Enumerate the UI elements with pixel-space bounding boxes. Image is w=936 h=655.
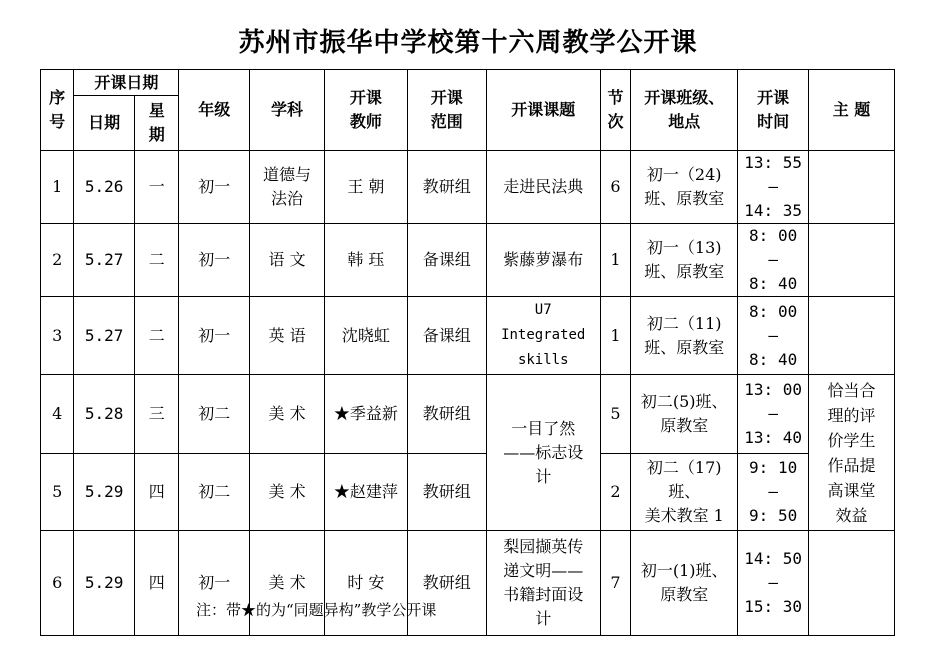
table-row bbox=[41, 224, 895, 297]
cell-scope: 教研组 bbox=[407, 531, 486, 636]
cell-weekday: 四 bbox=[134, 454, 178, 531]
header-subject: 学科 bbox=[250, 70, 325, 151]
cell-subject: 美 术 bbox=[250, 375, 325, 454]
cell-scope: 教研组 bbox=[407, 151, 486, 224]
cell-date: 5.28 bbox=[74, 375, 135, 454]
cell-grade: 初一 bbox=[179, 224, 250, 297]
cell-date: 5.27 bbox=[74, 224, 135, 297]
cell-theme-empty bbox=[809, 531, 895, 636]
cell-grade: 初一 bbox=[179, 151, 250, 224]
cell-class-location: 初二（11) 班、原教室 bbox=[631, 297, 738, 375]
cell-time: 8: 00 – 8: 40 bbox=[738, 297, 809, 375]
cell-scope: 备课组 bbox=[407, 297, 486, 375]
cell-subject: 英 语 bbox=[250, 297, 325, 375]
header-teacher: 开课 教师 bbox=[324, 70, 407, 151]
cell-seq: 1 bbox=[41, 151, 74, 224]
cell-grade: 初二 bbox=[179, 454, 250, 531]
schedule-table bbox=[40, 69, 895, 636]
cell-period: 1 bbox=[600, 297, 630, 375]
cell-theme-merged: 恰当合 理的评 价学生 作品提 高课堂 效益 bbox=[809, 375, 895, 531]
cell-topic: 梨园撷英传 递文明—— 书籍封面设 计 bbox=[486, 531, 600, 636]
cell-scope: 教研组 bbox=[407, 375, 486, 454]
cell-teacher: 沈晓虹 bbox=[324, 297, 407, 375]
cell-time: 9: 10 – 9: 50 bbox=[738, 454, 809, 531]
header-weekday: 星 期 bbox=[134, 96, 178, 151]
cell-time: 13: 00 – 13: 40 bbox=[738, 375, 809, 454]
table-row bbox=[41, 531, 895, 636]
cell-weekday: 二 bbox=[134, 297, 178, 375]
cell-weekday: 一 bbox=[134, 151, 178, 224]
header-class-location: 开课班级、 地点 bbox=[631, 70, 738, 151]
cell-class-location: 初一（13) 班、原教室 bbox=[631, 224, 738, 297]
cell-theme-empty bbox=[809, 151, 895, 224]
cell-seq: 2 bbox=[41, 224, 74, 297]
cell-weekday: 三 bbox=[134, 375, 178, 454]
cell-teacher: 时 安 bbox=[324, 531, 407, 636]
cell-teacher: ★赵建萍 bbox=[324, 454, 407, 531]
cell-topic: 走进民法典 bbox=[486, 151, 600, 224]
header-grade: 年级 bbox=[179, 70, 250, 151]
table-row bbox=[41, 375, 895, 454]
cell-class-location: 初二（17)班、 美术教室 1 bbox=[631, 454, 738, 531]
cell-period: 7 bbox=[600, 531, 630, 636]
table-row bbox=[41, 151, 895, 224]
cell-period: 5 bbox=[600, 375, 630, 454]
header-period: 节 次 bbox=[600, 70, 630, 151]
header-theme: 主 题 bbox=[809, 70, 895, 151]
cell-period: 2 bbox=[600, 454, 630, 531]
cell-weekday: 二 bbox=[134, 224, 178, 297]
cell-class-location: 初一(1)班、 原教室 bbox=[631, 531, 738, 636]
cell-grade: 初一 bbox=[179, 297, 250, 375]
cell-theme-empty bbox=[809, 224, 895, 297]
cell-weekday: 四 bbox=[134, 531, 178, 636]
cell-topic: 紫藤萝瀑布 bbox=[486, 224, 600, 297]
cell-date: 5.29 bbox=[74, 531, 135, 636]
cell-subject: 道德与 法治 bbox=[250, 151, 325, 224]
header-date: 日期 bbox=[74, 96, 135, 151]
cell-grade: 初二 bbox=[179, 375, 250, 454]
table-row bbox=[41, 297, 895, 375]
footnote: 注：带★的为“同题异构”教学公开课 bbox=[196, 601, 437, 619]
cell-time: 13: 55 – 14: 35 bbox=[738, 151, 809, 224]
cell-period: 6 bbox=[600, 151, 630, 224]
cell-theme-empty bbox=[809, 297, 895, 375]
cell-subject: 美 术 bbox=[250, 454, 325, 531]
cell-time: 8: 00 – 8: 40 bbox=[738, 224, 809, 297]
cell-time: 14: 50 – 15: 30 bbox=[738, 531, 809, 636]
cell-teacher: 王 朝 bbox=[324, 151, 407, 224]
page-title: 苏州市振华中学校第十六周教学公开课 bbox=[238, 28, 698, 58]
cell-seq: 6 bbox=[41, 531, 74, 636]
cell-class-location: 初二(5)班、 原教室 bbox=[631, 375, 738, 454]
header-time: 开课 时间 bbox=[738, 70, 809, 151]
header-seq: 序 号 bbox=[41, 70, 74, 151]
cell-seq: 4 bbox=[41, 375, 74, 454]
header-topic: 开课课题 bbox=[486, 70, 600, 151]
cell-teacher: ★季益新 bbox=[324, 375, 407, 454]
cell-scope: 备课组 bbox=[407, 224, 486, 297]
cell-subject: 美 术 bbox=[250, 531, 325, 636]
cell-date: 5.26 bbox=[74, 151, 135, 224]
cell-period: 1 bbox=[600, 224, 630, 297]
header-scope: 开课 范围 bbox=[407, 70, 486, 151]
cell-grade: 初一 bbox=[179, 531, 250, 636]
cell-teacher: 韩 珏 bbox=[324, 224, 407, 297]
cell-date: 5.27 bbox=[74, 297, 135, 375]
cell-topic: U7 Integrated skills bbox=[486, 297, 600, 375]
cell-class-location: 初一（24) 班、原教室 bbox=[631, 151, 738, 224]
cell-topic-merged: 一目了然 ——标志设 计 bbox=[486, 375, 600, 531]
table-row bbox=[41, 454, 895, 531]
cell-seq: 5 bbox=[41, 454, 74, 531]
cell-subject: 语 文 bbox=[250, 224, 325, 297]
header-row-1 bbox=[41, 70, 895, 96]
cell-scope: 教研组 bbox=[407, 454, 486, 531]
cell-date: 5.29 bbox=[74, 454, 135, 531]
header-date-group: 开课日期 bbox=[74, 70, 179, 96]
cell-seq: 3 bbox=[41, 297, 74, 375]
